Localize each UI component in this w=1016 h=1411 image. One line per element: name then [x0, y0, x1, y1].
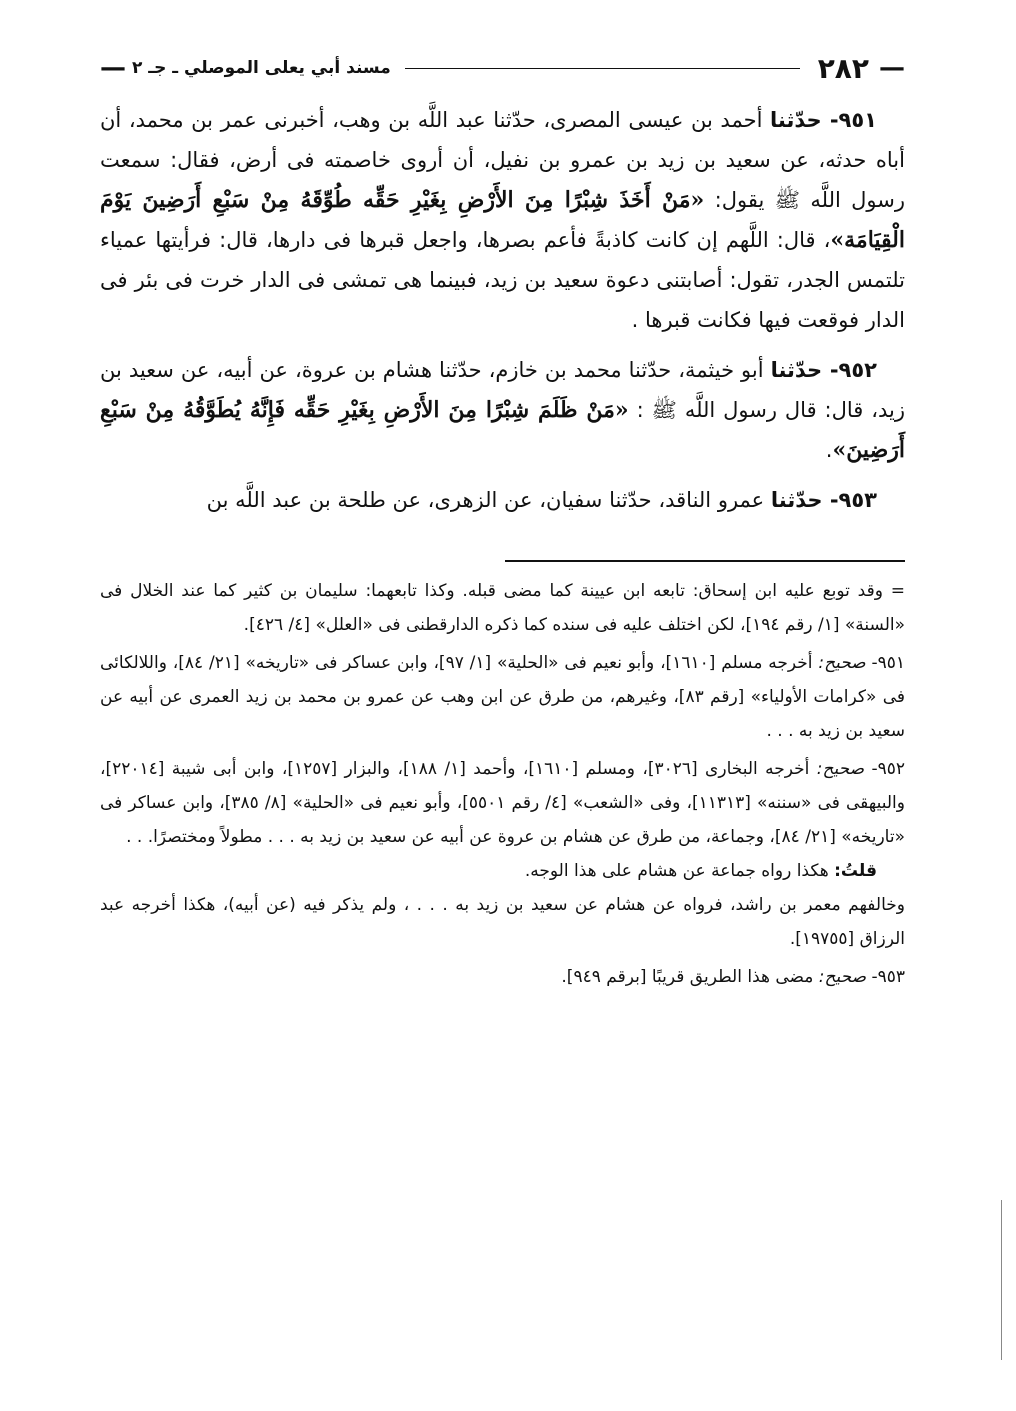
hadith-953: ٩٥٣- حدّثنا عمرو الناقد، حدّثنا سفيان، عن الزهرى، عن طلحة بن عبد اللَّه بن	[206, 488, 877, 512]
footnote-grade: صحيح:	[818, 967, 867, 987]
header-dash-left: —	[100, 53, 126, 83]
footnote-text: أخرجه مسلم [١٦١٠]، وأبو نعيم فى «الحلية» [١/ ٩٧]، وابن عساكر فى «تاريخه» [٢١/ ٨٤]، واللالكائى فى «كرامات الأولياء» [رقم ٨٣]، وغيرهم، من طرق عن ابن وهب عن عمرو بن محمد بن زيد العمرى عن أبيه عن سعيد بن زيد به . . .	[100, 653, 905, 741]
footnote-953	[100, 960, 905, 994]
page-number: ٢٨٢	[817, 51, 869, 85]
footnote-marker: ٩٥٢-	[871, 759, 905, 779]
scan-margin-line	[1001, 1200, 1002, 1360]
hadith-quote: «مَنْ ظَلَمَ شِبْرًا مِنَ الأَرْضِ بِغَيْرِ حَقِّه فَإِنَّهُ يُطَوَّقُهُ مِنْ سَبْعِ أَرَضِينَ»	[100, 397, 905, 463]
main-text	[100, 100, 905, 520]
footnote-extra: وخالفهم معمر بن راشد، فرواه عن هشام عن سعيد بن زيد به . . . ، ولم يذكر فيه (عن أبيه)، هكذا أخرجه عبد الرزاق [١٩٧٥٥].	[100, 895, 905, 949]
footnote-952	[100, 752, 905, 956]
footnote-text: أخرجه البخارى [٣٠٢٦]، ومسلم [١٦١٠]، وأحمد [١/ ١٨٨]، والبزار [١٢٥٧]، وابن أبى شيبة [٢٢٠١٤]، والبيهقى فى «سننه» [١١٣١٣]، وفى «الشعب» [٤/ رقم ٥٥٠١]، وأبو نعيم فى «الحلية» [٨/ ٣٨٥]، وابن عساكر فى «تاريخه» [٢١/ ٨٤]، وجماعة، من طرق عن هشام بن عروة عن أبيه عن سعيد بن زيد به . . . مطولاً ومختصرًا. . .	[100, 759, 905, 847]
hadith-lead: حدّثنا	[770, 488, 823, 512]
book-page	[100, 48, 905, 1368]
hadith-number: ٩٥٢	[838, 358, 877, 382]
footnote-grade: صحيح:	[816, 759, 865, 779]
footnotes	[100, 574, 905, 994]
footnote-qult-label: قلتُ:	[834, 861, 877, 881]
header-rule	[405, 68, 800, 69]
hadith-text-cont: ، قال: اللَّهم إن كانت كاذبةً فأعم بصرها، واجعل قبرها فى دارها، قال: فرأيتها عمياء تلتمس الجدر، تقول: أصابتنى دعوة سعيد بن زيد، فبينما هى تمشى فى الدار خرت فى بئر فى الدار فوقعت فيها فكانت قبرها .	[100, 228, 905, 332]
hadith-quote: «مَنْ أَخَذَ شِبْرًا مِنَ الأَرْضِ بِغَيْرِ حَقِّه طُوِّقَهُ مِنْ سَبْعِ أَرَضِينَ يَوْمَ الْقِيَامَة»	[100, 187, 905, 253]
hadith-952: ٩٥٢- حدّثنا أبو خيثمة، حدّثنا محمد بن خازم، حدّثنا هشام بن عروة، عن أبيه، عن سعيد بن زيد، قال: قال رسول اللَّه ﷺ : «مَنْ ظَلَمَ شِبْرًا مِنَ الأَرْضِ بِغَيْرِ حَقِّه فَإِنَّهُ يُطَوَّقُهُ مِنْ سَبْعِ أَرَضِينَ».	[100, 358, 905, 463]
footnote-continuation	[100, 574, 905, 642]
footnote-grade: صحيح:	[818, 653, 866, 673]
footnote-qult-text: هكذا رواه جماعة عن هشام على هذا الوجه.	[524, 861, 829, 881]
hadith-text: أحمد بن عيسى المصرى، حدّثنا عبد اللَّه بن وهب، أخبرنى عمر بن محمد، أن أباه حدثه، عن سعيد بن زيد بن عمرو بن نفيل، أن أروى خاصمته فى أرض، فقال: سمعت رسول اللَّه ﷺ يقول:	[100, 108, 905, 212]
hadith-text: أبو خيثمة، حدّثنا محمد بن خازم، حدّثنا هشام بن عروة، عن أبيه، عن سعيد بن زيد، قال: قال رسول اللَّه ﷺ :	[100, 358, 905, 422]
hadith-text-cont: .	[825, 438, 833, 462]
hadith-number: ٩٥١	[838, 108, 877, 132]
hadith-lead: حدّثنا	[770, 108, 822, 132]
hadith-lead: حدّثنا	[770, 358, 823, 382]
hadith-number: ٩٥٣	[838, 488, 877, 512]
footnote-marker: ٩٥١-	[871, 653, 906, 673]
footnote-separator	[505, 560, 905, 562]
footnote-951	[100, 646, 905, 748]
hadith-text: عمرو الناقد، حدّثنا سفيان، عن الزهرى، عن طلحة بن عبد اللَّه بن	[206, 488, 765, 512]
running-title: مسند أبي يعلى الموصلي ـ جـ ٢	[132, 58, 391, 78]
footnote-text: وقد توبع عليه ابن إسحاق: تابعه ابن عيينة كما مضى قبله. وكذا تابعهما: سليمان بن كثير كما عند الخلال فى «السنة» [١/ رقم ١٩٤]، لكن اختلف عليه فى سنده كما ذكره الدارقطنى فى «العلل» [٤/ ٤٢٦].	[100, 581, 905, 635]
running-header	[100, 48, 905, 88]
footnote-marker: ٩٥٣-	[871, 967, 905, 987]
footnote-text: مضى هذا الطريق قريبًا [برقم ٩٤٩].	[561, 967, 814, 987]
header-dash-right: —	[879, 53, 905, 83]
footnote-marker: =	[890, 581, 905, 601]
hadith-951: ٩٥١- حدّثنا أحمد بن عيسى المصرى، حدّثنا عبد اللَّه بن وهب، أخبرنى عمر بن محمد، أن أباه حدثه، عن سعيد بن زيد بن عمرو بن نفيل، أن أروى خاصمته فى أرض، فقال: سمعت رسول اللَّه ﷺ يقول: «مَنْ أَخَذَ شِبْرًا مِنَ الأَرْضِ بِغَيْرِ حَقِّه طُوِّقَهُ مِنْ سَبْعِ أَرَضِينَ يَوْمَ الْقِيَامَة»، قال: اللَّهم إن كانت كاذبةً فأعم بصرها، واجعل قبرها فى دارها، قال: فرأيتها عمياء تلتمس الجدر، تقول: أصابتنى دعوة سعيد بن زيد، فبينما هى تمشى فى الدار خرت فى بئر فى الدار فوقعت فيها فكانت قبرها .	[100, 108, 905, 332]
